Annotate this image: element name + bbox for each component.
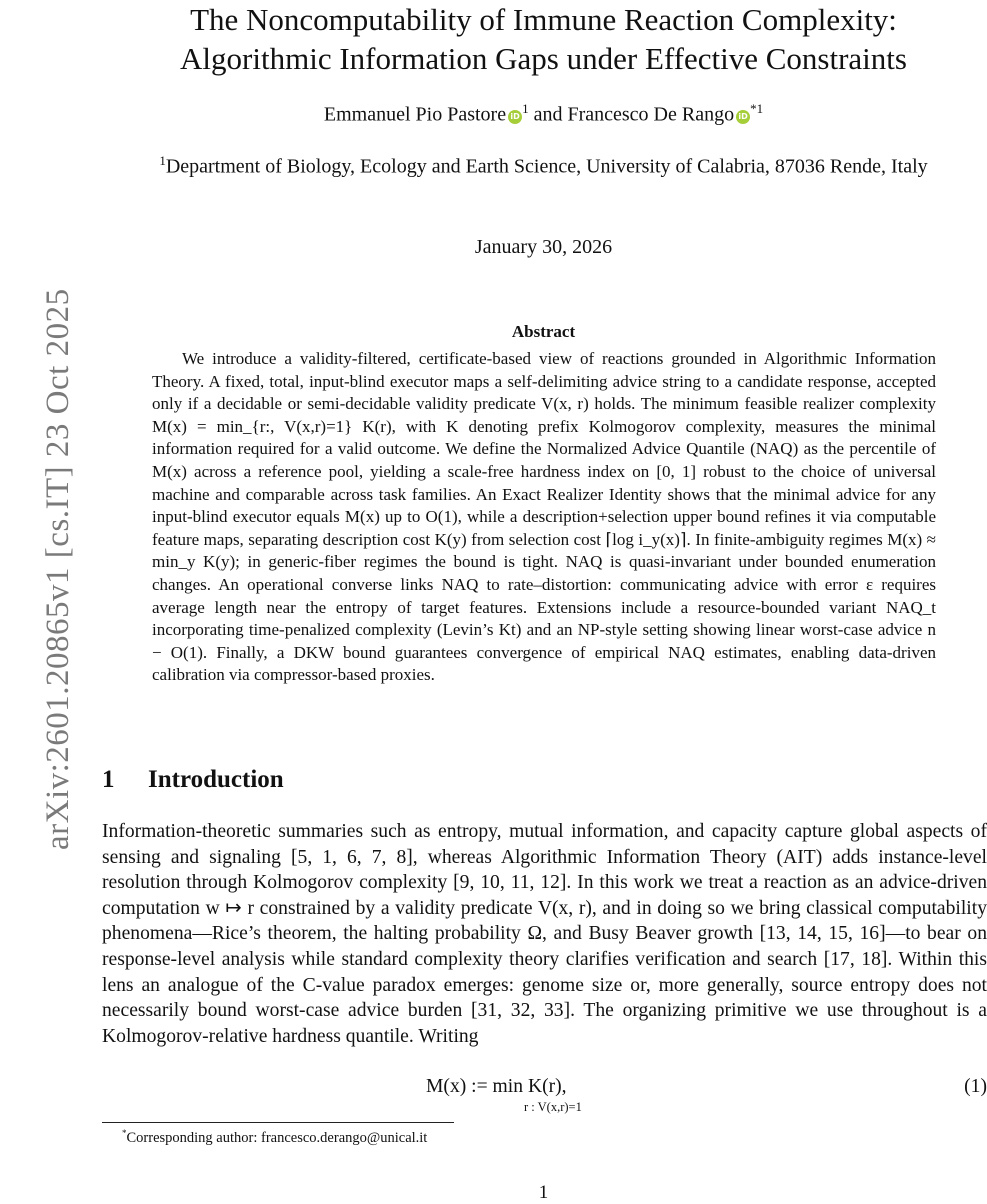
title-line-2: Algorithmic Information Gaps under Effective Constraints — [180, 41, 907, 76]
paper-title — [100, 0, 987, 78]
affiliation — [100, 148, 987, 180]
arxiv-stamp — [2, 210, 76, 850]
orcid-icon[interactable]: iD — [736, 110, 750, 124]
page-number: 1 — [538, 1182, 549, 1203]
footnote-mark: * — [122, 1128, 127, 1138]
equation-main: M(x) := min K(r), — [426, 1076, 567, 1097]
abstract-text: We introduce a validity-filtered, certificate-based view of reactions grounded in Algorithmic Information Theory. A fixed, total, input-blind executor maps a self-delimiting advice string to a candidate response, accepted only if a decidable or semi-decidable validity predicate V(x, r) holds. The minimum feasible realizer complexity M(x) = min_{r:, V(x,r)=1} K(r), with K denoting prefix Kolmogorov complexity, measures the minimal information required for a valid outcome. We define the Normalized Advice Quantile (NAQ) as the percentile of M(x) across a reference pool, yielding a scale-free hardness index on [0, 1] robust to the choice of universal machine and comparable across task families. An Exact Realizer Identity shows that the minimal advice for any input-blind executor equals M(x) up to O(1), while a description+selection upper bound refines it via computable feature maps, separating description cost K(y) from selection cost ⌈log i_y(x)⌉. In finite-ambiguity regimes M(x) ≈ min_y K(y); in generic-fiber regimes the bound is tight. NAQ is quasi-invariant under bounded enumeration changes. An operational converse links NAQ to rate–distortion: communicating advice with error ε requires average length near the entropy of target features. Extensions include a resource-bounded variant NAQ_t incorporating time-penalized complexity (Levin’s Kt) and an NP-style setting showing linear worst-case advice n − O(1). Finally, a DKW bound guarantees convergence of empirical NAQ estimates, enabling data-driven calibration via compressor-based proxies. — [152, 349, 936, 685]
footnote-divider — [102, 1122, 454, 1123]
author-2-affiliation-mark: *1 — [750, 101, 764, 116]
author-list — [100, 101, 987, 127]
equation-subscript: r : V(x,r)=1 — [524, 1100, 582, 1114]
paper-date: January 30, 2026 — [474, 236, 613, 258]
section-heading — [102, 766, 284, 794]
arxiv-id: arXiv:2601.20865v1 [cs.IT] 23 Oct 2025 — [40, 288, 76, 850]
equation-1 — [100, 1074, 987, 1114]
author-1-name: Emmanuel Pio Pastore — [323, 103, 507, 126]
section-number: 1 — [102, 766, 115, 793]
affiliation-text: Department of Biology, Ecology and Earth Science, University of Calabria, 87036 Rende, Italy — [165, 155, 928, 178]
author-1-affiliation-mark: 1 — [522, 101, 529, 116]
author-2-name: Francesco De Rango — [567, 103, 735, 126]
title-line-1: The Noncomputability of Immune Reaction Complexity: — [190, 2, 897, 37]
affiliation-mark: 1 — [159, 153, 166, 168]
introduction-paragraph: Information-theoretic summaries such as entropy, mutual information, and capacity capture global aspects of sensing and signaling [5, 1, 6, 7, 8], whereas Algorithmic Information Theory (AIT) adds instance-level resolution through Kolmogorov complexity [9, 10, 11, 12]. In this work we treat a reaction as an advice-driven computation w ↦ r constrained by a validity predicate V(x, r), and in doing so we bring classical computability phenomena—Rice’s theorem, the halting probability Ω, and Busy Beaver growth [13, 14, 15, 16]—to bear on response-level analysis while standard complexity theory clarifies verification and search [17, 18]. Within this lens an analogue of the C-value paradox emerges: genome size or, more generally, source entropy does not necessarily bound worst-case advice burden [31, 32, 33]. The organizing primitive we use throughout is a Kolmogorov-relative hardness quantile. Writing — [102, 821, 987, 1047]
abstract-heading: Abstract — [511, 322, 576, 341]
section-title: Introduction — [148, 766, 284, 793]
author-conjunction: and — [533, 103, 563, 126]
orcid-icon[interactable]: iD — [508, 110, 522, 124]
equation-number: (1) — [964, 1076, 987, 1097]
footnote-text: Corresponding author: francesco.derango@unical.it — [126, 1129, 428, 1146]
footnote — [122, 1128, 427, 1147]
